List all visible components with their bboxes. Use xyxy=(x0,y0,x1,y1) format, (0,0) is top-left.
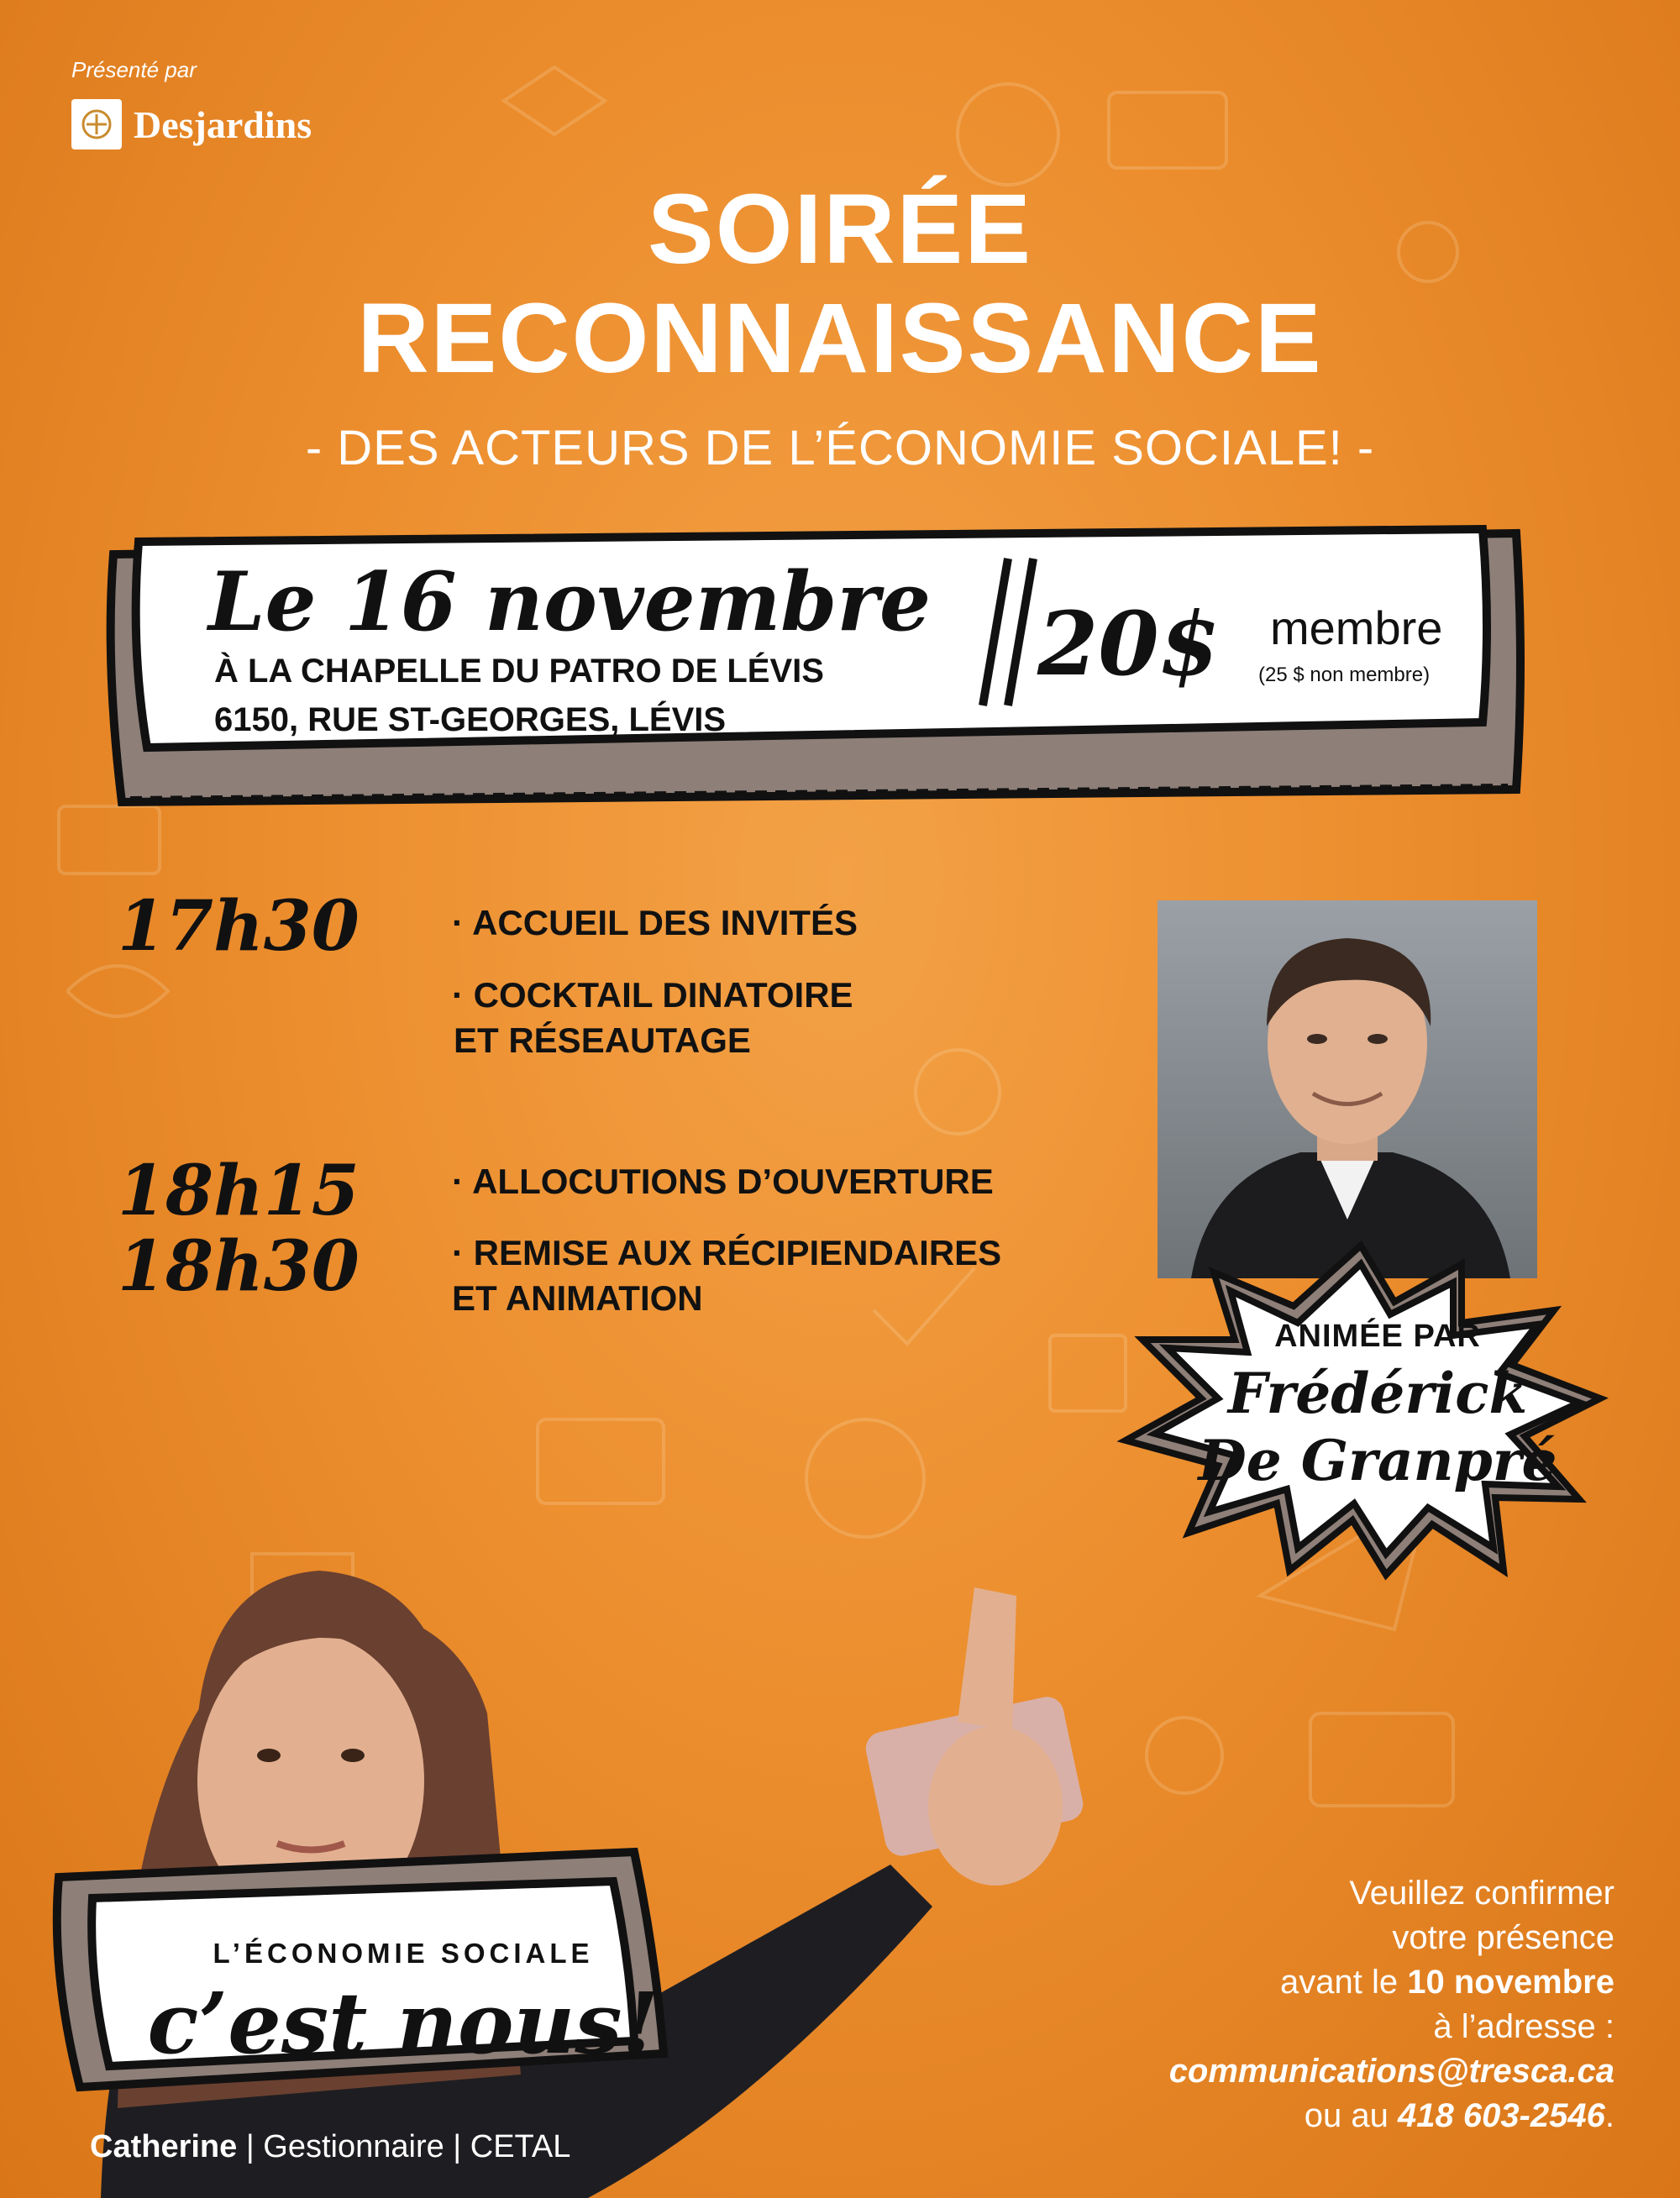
host-photo xyxy=(1158,900,1537,1278)
slogan-line1: L’ÉCONOMIE SOCIALE xyxy=(213,1938,594,1969)
schedule-time-1: 17h30 xyxy=(118,886,360,967)
rsvp-line1: Veuillez confirmer xyxy=(1349,1875,1614,1912)
rsvp-email-line xyxy=(1169,2049,1614,2094)
event-date: Le 16 novembre xyxy=(208,554,932,649)
person-caption xyxy=(90,2129,570,2165)
rsvp-phone: 418 603-2546 xyxy=(1397,2097,1605,2134)
rsvp-deadline: 10 novembre xyxy=(1407,1964,1614,2001)
rsvp-line6 xyxy=(1169,2094,1614,2138)
rsvp-line6-prefix: ou au xyxy=(1304,2097,1398,2134)
non-member-price: (25 $ non membre) xyxy=(1258,664,1431,686)
member-price-label: membre xyxy=(1270,601,1443,654)
caption-org: CETAL xyxy=(470,2129,571,2164)
schedule-time-3: 18h30 xyxy=(118,1226,360,1307)
rsvp-line3 xyxy=(1169,1960,1614,2005)
rsvp-block xyxy=(1169,1871,1614,2138)
desjardins-wordmark: Desjardins xyxy=(134,102,312,146)
schedule-item-4-line2: ET ANIMATION xyxy=(452,1278,703,1318)
schedule-item-4 xyxy=(452,1230,1001,1321)
title-line2: RECONNAISSANCE xyxy=(357,283,1323,394)
schedule-item-2 xyxy=(452,973,853,1063)
venue-line2: 6150, RUE ST-GEORGES, LÉVIS xyxy=(214,701,727,738)
host-name-last: De Granpré xyxy=(1198,1428,1557,1493)
member-price: 20$ xyxy=(1037,592,1221,695)
rsvp-line4: à l’adresse : xyxy=(1433,2008,1614,2045)
caption-separator: | xyxy=(237,2129,264,2164)
rsvp-line3-prefix: avant le xyxy=(1280,1964,1408,2001)
desjardins-logo xyxy=(71,99,312,150)
subtitle: - DES ACTEURS DE L’ÉCONOMIE SOCIALE! - xyxy=(305,421,1375,475)
rsvp-line6-suffix: . xyxy=(1604,2097,1614,2134)
host-name-first: Frédérick xyxy=(1227,1361,1528,1426)
title-line1: SOIRÉE xyxy=(648,174,1032,285)
schedule-time-2: 18h15 xyxy=(118,1151,360,1231)
caption-name: Catherine xyxy=(90,2129,238,2164)
caption-role: Gestionnaire xyxy=(263,2129,444,2164)
caption-separator: | xyxy=(444,2129,470,2164)
venue-line1: À LA CHAPELLE DU PATRO DE LÉVIS xyxy=(214,653,824,690)
rsvp-email: communications@tresca.ca xyxy=(1168,2053,1614,2090)
schedule-item-2-line1: · COCKTAIL DINATOIRE xyxy=(452,975,853,1015)
rsvp-line2: votre présence xyxy=(1392,1919,1614,1956)
schedule-item-2-line2: ET RÉSEAUTAGE xyxy=(454,1020,751,1060)
slogan-line2: c’est nous! xyxy=(147,1974,659,2073)
schedule-item-1: · ACCUEIL DES INVITÉS xyxy=(452,903,858,942)
desjardins-mark-icon xyxy=(71,99,122,150)
host-label: ANIMÉE PAR xyxy=(1274,1319,1481,1354)
schedule-item-3: · ALLOCUTIONS D’OUVERTURE xyxy=(452,1162,994,1201)
presented-by-label: Présenté par xyxy=(71,57,197,82)
schedule-item-4-line1: · REMISE AUX RÉCIPIENDAIRES xyxy=(452,1233,1002,1272)
